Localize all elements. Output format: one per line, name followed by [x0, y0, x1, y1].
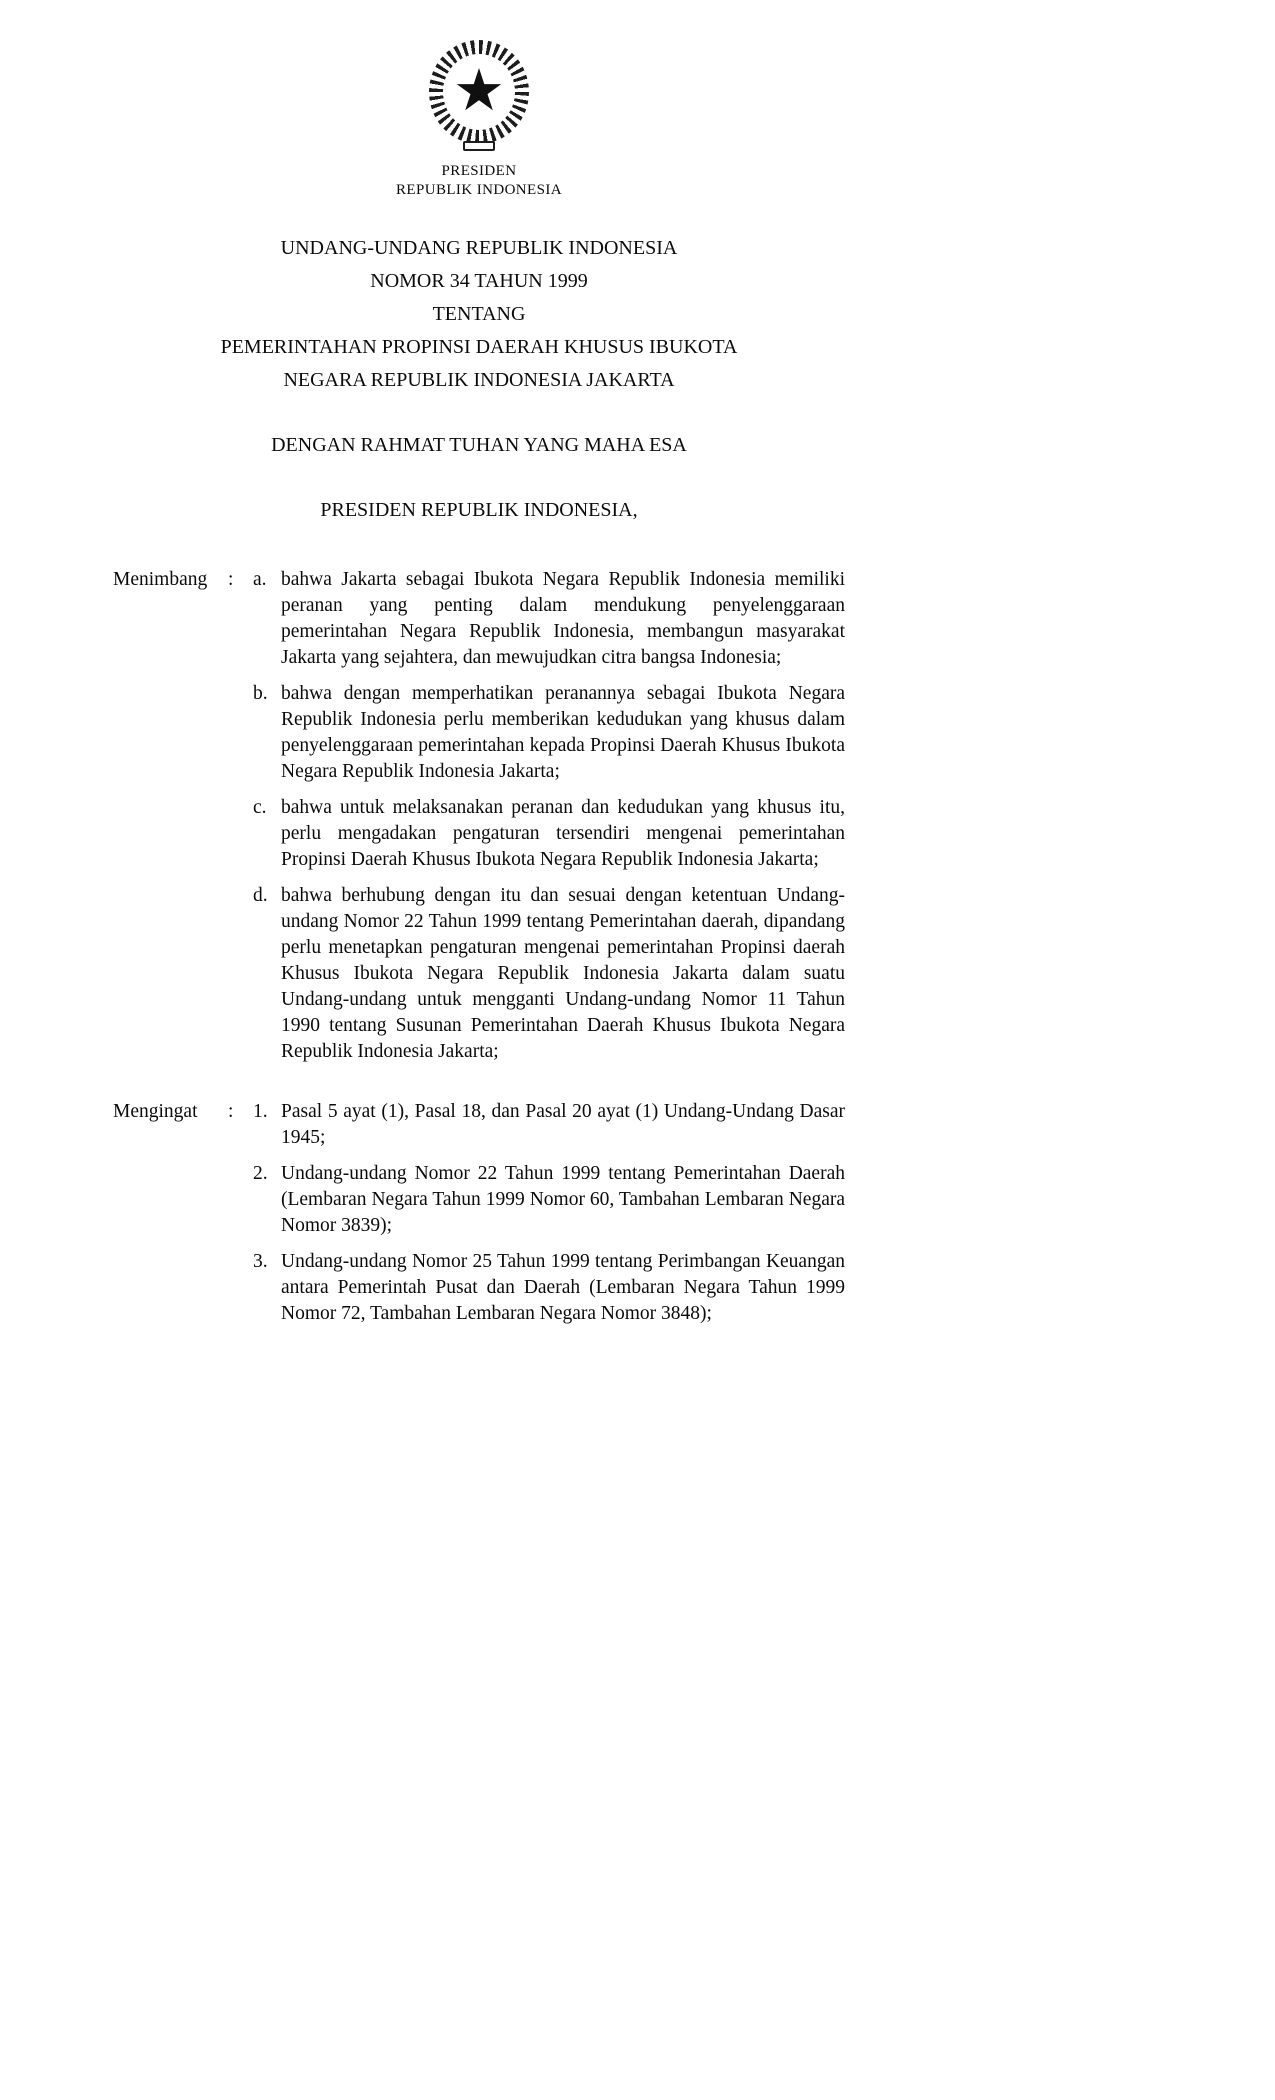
item-marker: b.	[253, 683, 268, 704]
section-menimbang	[113, 567, 845, 1065]
list-item	[253, 1249, 845, 1327]
list-item	[253, 1099, 845, 1151]
agency-line-1: PRESIDEN	[441, 163, 517, 179]
agency-line-2: REPUBLIK INDONESIA	[396, 182, 562, 198]
document-title	[113, 232, 845, 397]
list-item	[253, 567, 845, 671]
item-marker: 1.	[253, 1101, 268, 1122]
menimbang-colon: :	[228, 569, 234, 590]
item-marker: d.	[253, 885, 268, 906]
authority-line: PRESIDEN REPUBLIK INDONESIA,	[320, 499, 638, 521]
mengingat-colon: :	[228, 1101, 234, 1122]
title-line-3: TENTANG	[432, 303, 526, 325]
item-text: bahwa untuk melaksanakan peranan dan kedudukan yang khusus itu, perlu mengadakan pengaturan tersendiri mengenai pemerintahan Propinsi Daerah Khusus Ibukota Negara Republik Indonesia Jakarta;	[281, 797, 845, 870]
item-text: bahwa berhubung dengan itu dan sesuai dengan ketentuan Undang-undang Nomor 22 Tahun 1999 tentang Pemerintahan daerah, dipandang perlu menetapkan pengaturan mengenai pemerintahan Propinsi daerah Khusus Ibukota Negara Republik Indonesia Jakarta dalam suatu Undang-undang untuk mengganti Undang-undang Nomor 11 Tahun 1990 tentang Susunan Pemerintahan Daerah Khusus Ibukota Negara Republik Indonesia Jakarta;	[281, 885, 845, 1062]
presidential-seal-icon	[426, 40, 532, 152]
menimbang-items	[253, 567, 845, 1065]
mengingat-label: Mengingat	[113, 1101, 198, 1122]
item-text: Undang-undang Nomor 22 Tahun 1999 tentang Pemerintahan Daerah (Lembaran Negara Tahun 1999 Nomor 60, Tambahan Lembaran Negara Nomor 3839);	[281, 1163, 845, 1236]
ribbon-icon	[463, 141, 495, 151]
item-marker: 3.	[253, 1251, 268, 1272]
title-line-2: NOMOR 34 TAHUN 1999	[370, 270, 588, 292]
item-marker: c.	[253, 797, 267, 818]
list-item	[253, 681, 845, 785]
invocation-line: DENGAN RAHMAT TUHAN YANG MAHA ESA	[271, 434, 687, 456]
item-text: Undang-undang Nomor 25 Tahun 1999 tentang Perimbangan Keuangan antara Pemerintah Pusat dan Daerah (Lembaran Negara Tahun 1999 Nomor 72, Tambahan Lembaran Negara Nomor 3848);	[281, 1251, 845, 1324]
star-icon: ★	[453, 56, 505, 124]
item-text: bahwa Jakarta sebagai Ibukota Negara Republik Indonesia memiliki peranan yang penting dalam mendukung penyelenggaraan pemerintahan Negara Republik Indonesia, membangun masyarakat Jakarta yang sejahtera, dan mewujudkan citra bangsa Indonesia;	[281, 569, 845, 668]
menimbang-label: Menimbang	[113, 569, 208, 590]
document-header	[113, 0, 845, 200]
item-marker: 2.	[253, 1163, 268, 1184]
title-line-5: NEGARA REPUBLIK INDONESIA JAKARTA	[283, 369, 675, 391]
mengingat-items	[253, 1099, 845, 1327]
item-text: bahwa dengan memperhatikan peranannya sebagai Ibukota Negara Republik Indonesia perlu memberikan kedudukan yang khusus dalam penyelenggaraan pemerintahan kepada Propinsi Daerah Khusus Ibukota Negara Republik Indonesia Jakarta;	[281, 683, 845, 782]
list-item	[253, 1161, 845, 1239]
list-item	[253, 795, 845, 873]
item-marker: a.	[253, 569, 267, 590]
item-text: Pasal 5 ayat (1), Pasal 18, dan Pasal 20 ayat (1) Undang-Undang Dasar 1945;	[281, 1101, 845, 1148]
agency-name	[396, 162, 562, 200]
list-item	[253, 883, 845, 1065]
page-content	[113, 0, 845, 1327]
title-line-1: UNDANG-UNDANG REPUBLIK INDONESIA	[280, 237, 678, 259]
section-mengingat	[113, 1099, 845, 1327]
title-line-4: PEMERINTAHAN PROPINSI DAERAH KHUSUS IBUKOTA	[220, 336, 738, 358]
